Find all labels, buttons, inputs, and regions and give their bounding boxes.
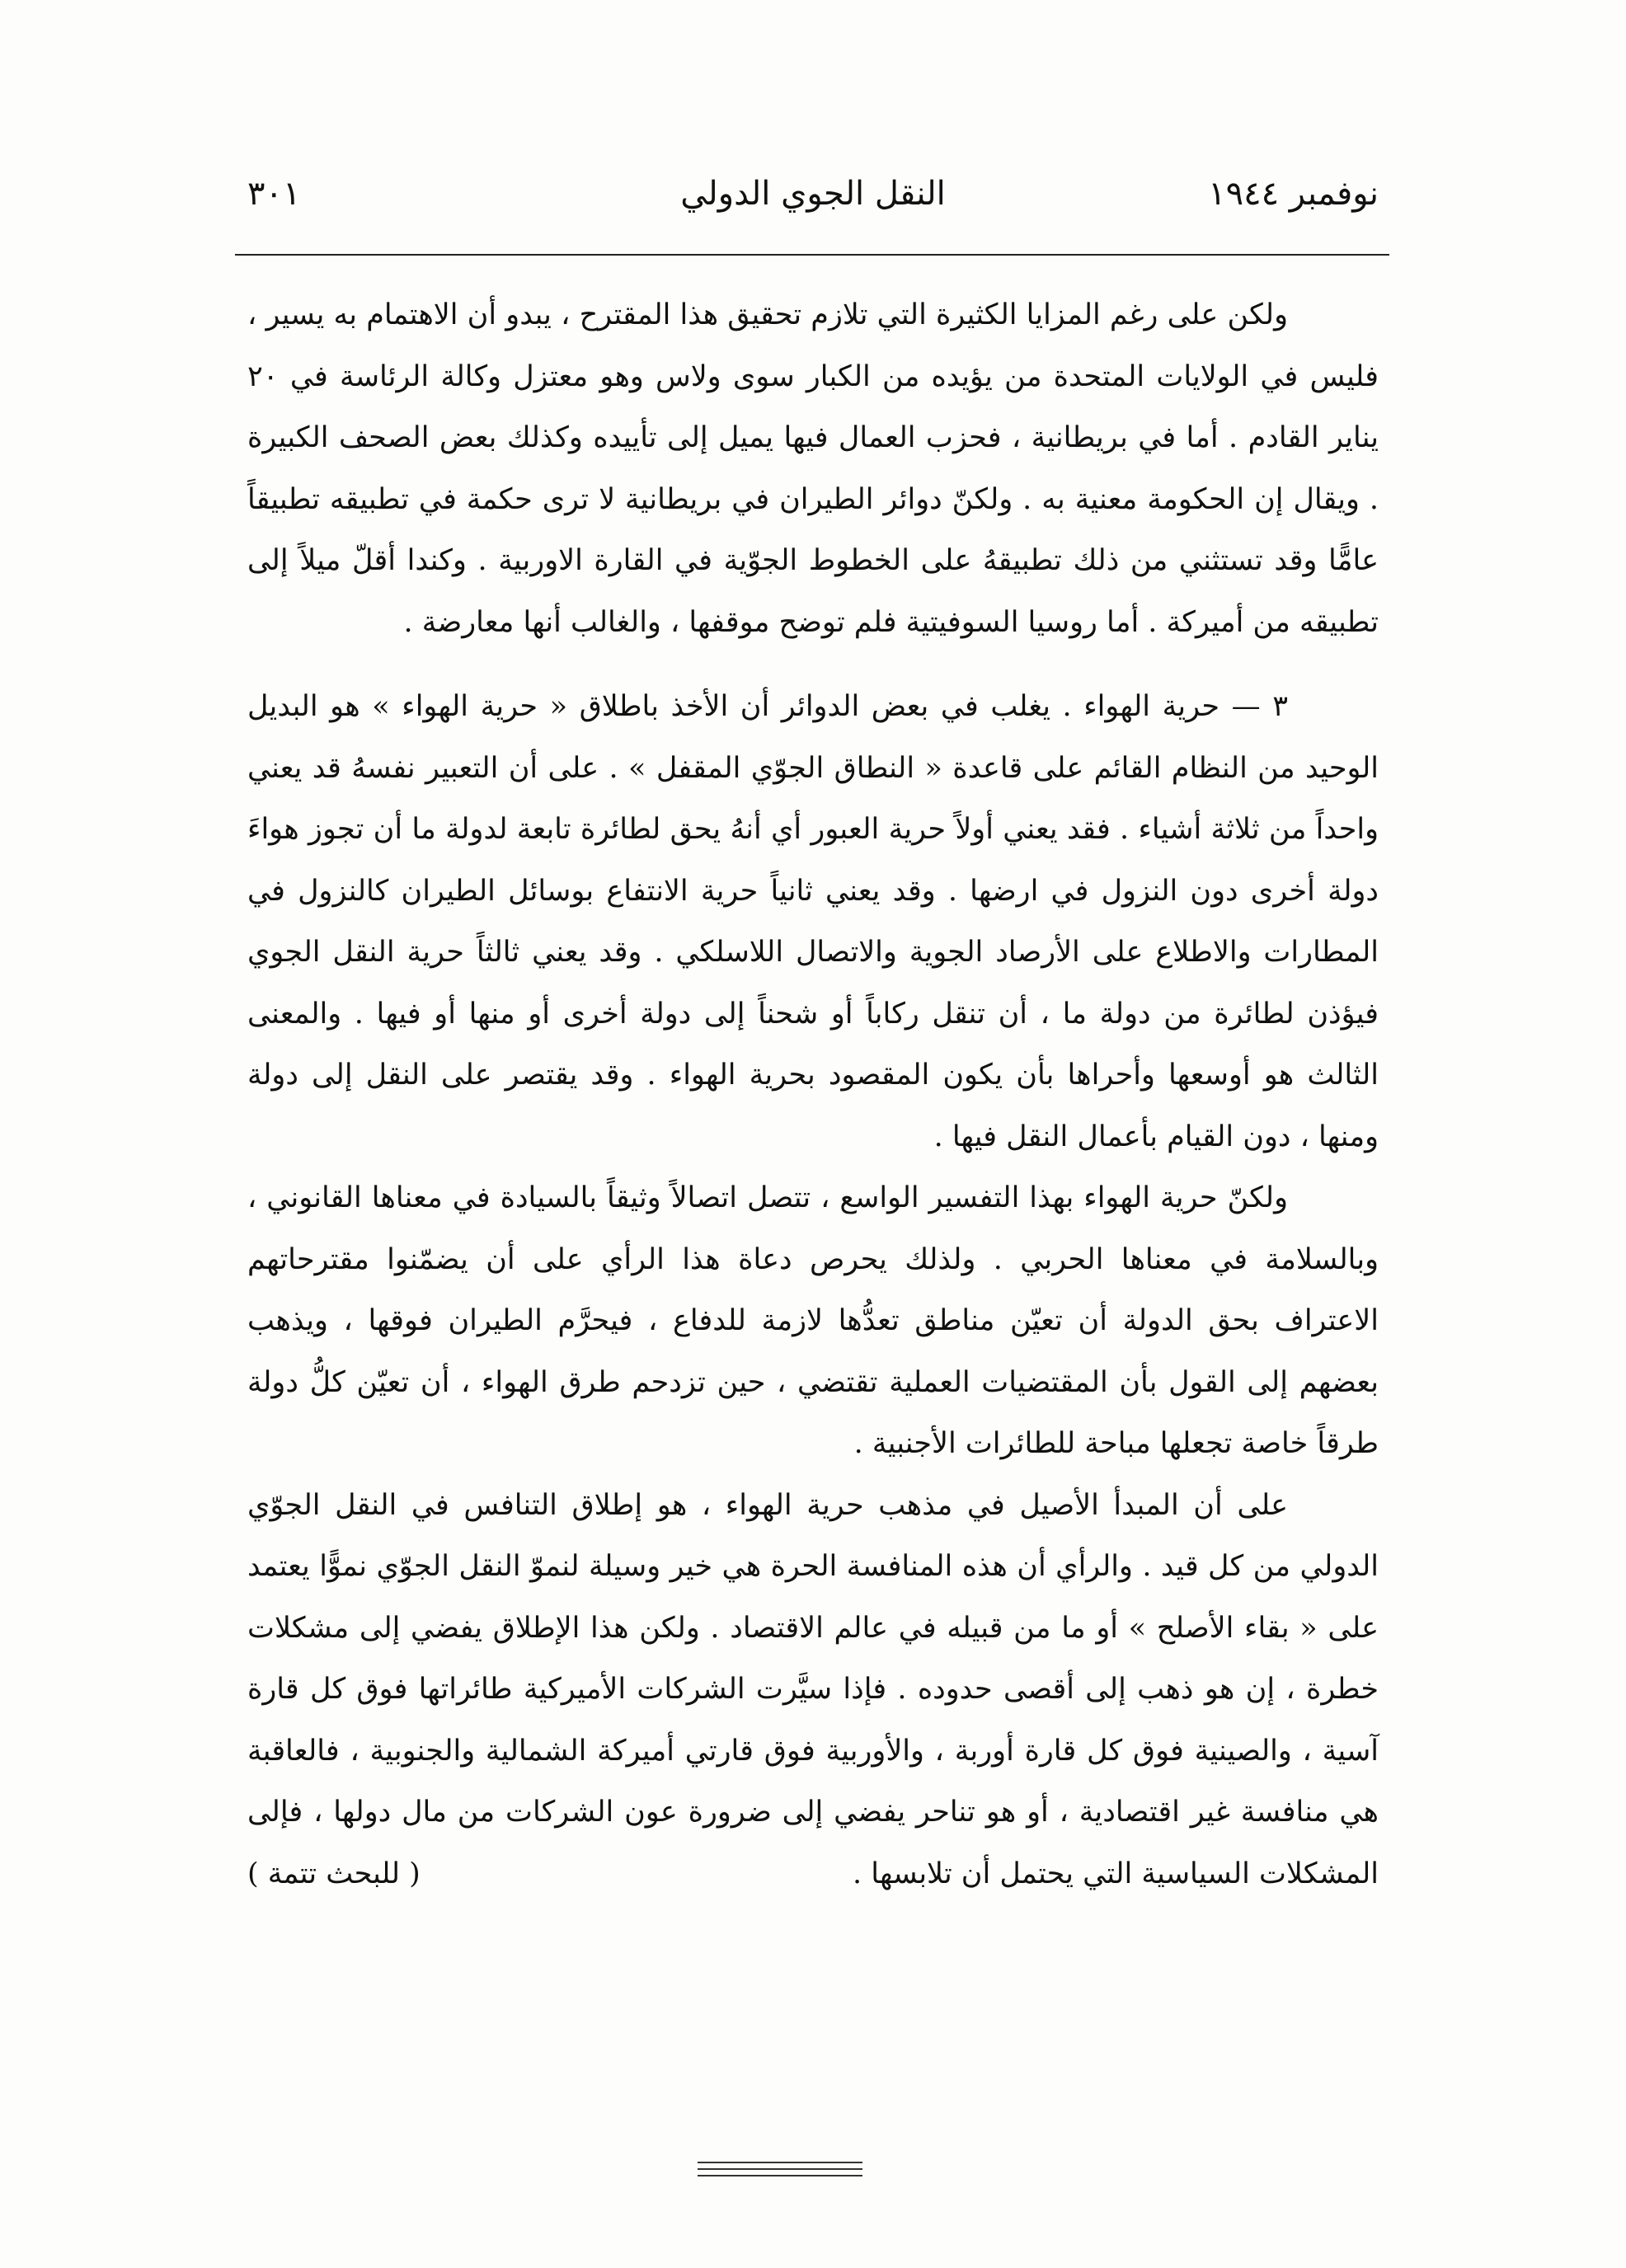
header-date: نوفمبر ١٩٤٤ [1208,175,1379,213]
page-number: ٣٠١ [247,175,301,213]
article-body [247,284,1379,1904]
paragraph-2: ٣ — حرية الهواء . يغلب في بعض الدوائر أن الأخذ باطلاق « حرية الهواء » هو البديل الوحيد من النظام القائم على قاعدة « النطاق الجوّي المقفل » . على أن التعبير نفسهُ قد يعني واحداً من ثلاثة أشياء . فقد يعني أولاً حرية العبور أي أنهُ يحق لطائرة تابعة لدولة ما أن تجوز هواءَ دولة أخرى دون النزول في ارضها . وقد يعني ثانياً حرية الانتفاع بوسائل الطيران كالنزول في المطارات والاطلاع على الأرصاد الجوية والاتصال اللاسلكي . وقد يعني ثالثاً حرية النقل الجوي فيؤذن لطائرة من دولة ما ، أن تنقل ركاباً أو شحناً إلى دولة أخرى أو منها أو فيها . والمعنى الثالث هو أوسعها وأحراها بأن يكون المقصود بحرية الهواء . وقد يقتصر على النقل إلى دولة ومنها ، دون القيام بأعمال النقل فيها . [247,690,1379,1153]
continuation-note: ( للبحث تتمة ) [247,1857,421,1890]
paragraph-4 [247,1475,1379,1905]
paragraph-3: ولكنّ حرية الهواء بهذا التفسير الواسع ، تتصل اتصالاً وثيقاً بالسيادة في معناها القانوني ، وبالسلامة في معناها الحربي . ولذلك يحرص دعاة هذا الرأي على أن يضمّنوا مقترحاتهم الاعتراف بحق الدولة أن تعيّن مناطق تعدُّها لازمة للدفاع ، فيحرَّم الطيران فوقها ، ويذهب بعضهم إلى القول بأن المقتضيات العملية تقتضي ، حين تزدحم طرق الهواء ، أن تعيّن كلُّ دولة طرقاً خاصة تجعلها مباحة للطائرات الأجنبية . [247,1181,1379,1460]
header-title: النقل الجوي الدولي [680,175,946,213]
running-header [247,169,1379,227]
footer-ornament-line [698,2162,862,2163]
footer-ornament-line [698,2168,862,2170]
paragraph-4-text: على أن المبدأ الأصيل في مذهب حرية الهواء ، هو إطلاق التنافس في النقل الجوّي الدولي من كل قيد . والرأي أن هذه المنافسة الحرة هي خير وسيلة لنموّ النقل الجوّي نموًّا يعتمد على « بقاء الأصلح » أو ما من قبيله في عالم الاقتصاد . ولكن هذا الإطلاق يفضي إلى مشكلات خطرة ، إن هو ذهب إلى أقصى حدوده . فإذا سيَّرت الشركات الأميركية طائراتها فوق كل قارة آسية ، والصينية فوق كل قارة أوربة ، والأوربية فوق قارتي أميركة الشمالية والجنوبية ، فالعاقبة هي منافسة غير اقتصادية ، أو هو تناحر يفضي إلى ضرورة عون الشركات من مال دولها ، فإلى المشكلات السياسية التي يحتمل أن تلابسها . [247,1488,1379,1890]
paragraph-1: ولكن على رغم المزايا الكثيرة التي تلازم تحقيق هذا المقترح ، يبدو أن الاهتمام به يسير ، فليس في الولايات المتحدة من يؤيده من الكبار سوى ولاس وهو معتزل وكالة الرئاسة في ٢٠ يناير القادم . أما في بريطانية ، فحزب العمال فيها يميل إلى تأييده وكذلك بعض الصحف الكبيرة . ويقال إن الحكومة معنية به . ولكنّ دوائر الطيران في بريطانية لا ترى حكمة في تطبيقه تطبيقاً عامًّا وقد تستثني من ذلك تطبيقهُ على الخطوط الجوّية في القارة الاوربية . وكندا أقلّ ميلاً إلى تطبيقه من أميركة . أما روسيا السوفيتية فلم توضح موقفها ، والغالب أنها معارضة . [247,298,1379,639]
footer-ornament-line [698,2175,862,2176]
header-divider [235,254,1389,256]
